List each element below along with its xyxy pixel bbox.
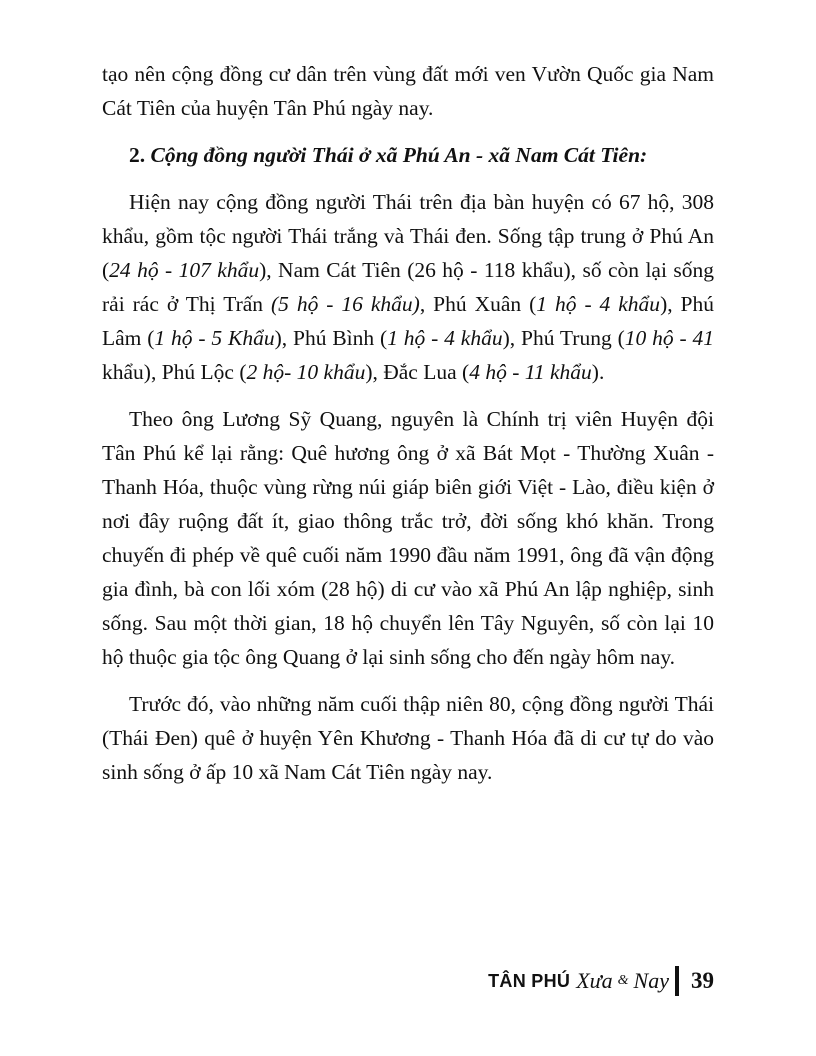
footer-nay: Nay — [633, 968, 669, 993]
text-run: ), Đắc Lua ( — [365, 360, 470, 384]
italic-run: 24 hộ - 107 khẩu — [109, 258, 260, 282]
text-run: ), Nam Cát Tiên (26 hộ - 118 khẩu), số còn lại sống rải rác ở Thị Trấn — [102, 258, 714, 316]
italic-run: 1 hộ - 5 Khẩu — [154, 326, 275, 350]
text-run: Hiện nay cộng đồng người Thái trên địa bàn huyện có 67 hộ, 308 khẩu, gồm tộc người Thái trắng và Thái đen. Sống tập trung ở Phú An ( — [102, 190, 714, 282]
text-run: ), Phú Trung ( — [502, 326, 625, 350]
paragraph-1: tạo nên cộng đồng cư dân trên vùng đất mới ven Vườn Quốc gia Nam Cát Tiên của huyện Tân Phú ngày nay. — [102, 62, 714, 120]
text-run: khẩu), Phú Lộc ( — [102, 360, 247, 384]
text-run: , Phú Xuân ( — [419, 292, 537, 316]
footer-ampersand: & — [617, 973, 629, 988]
paragraph-3: Theo ông Lương Sỹ Quang, nguyên là Chính trị viên Huyện đội Tân Phú kể lại rằng: Quê hương ông ở xã Bát Mọt - Thường Xuân - Thanh Hóa, thuộc vùng rừng núi giáp biên giới Việt - Lào, điều kiện ở nơi đây ruộng đất ít, giao thông trắc trở, đời sống khó khăn. Trong chuyến đi phép về quê cuối năm 1990 đầu năm 1991, ông đã vận động gia đình, bà con lối xóm (28 hộ) di cư vào xã Phú An lập nghiệp, sinh sống. Sau một thời gian, 18 hộ chuyển lên Tây Nguyên, số còn lại 10 hộ thuộc gia tộc ông Quang ở lại sinh sống cho đến ngày hôm nay. — [102, 407, 714, 669]
footer-divider-bar — [675, 966, 679, 996]
section-heading — [102, 138, 714, 172]
section-number: 2. — [129, 143, 146, 167]
text-run: ), Phú Lâm ( — [102, 292, 715, 350]
text-run: ), Phú Bình ( — [274, 326, 388, 350]
text-run: ). — [591, 360, 605, 384]
section-title: Cộng đồng người Thái ở xã Phú An - xã Nam Cát Tiên: — [150, 143, 648, 167]
paragraph-2 — [102, 185, 714, 389]
footer-district: TÂN PHÚ — [488, 970, 571, 991]
italic-run: 1 hộ - 4 khẩu — [387, 326, 503, 350]
italic-run: 4 hộ - 11 khẩu — [469, 360, 592, 384]
paragraph-4: Trước đó, vào những năm cuối thập niên 80, cộng đồng người Thái (Thái Đen) quê ở huyện Yên Khương - Thanh Hóa đã di cư tự do vào sinh sống ở ấp 10 xã Nam Cát Tiên ngày nay. — [102, 692, 714, 784]
body-text — [102, 57, 714, 802]
italic-run: (5 hộ - 16 khẩu) — [270, 292, 420, 316]
italic-run: 1 hộ - 4 khẩu — [536, 292, 661, 316]
footer-xua: Xưa — [576, 968, 613, 993]
italic-run: 2 hộ- 10 khẩu — [246, 360, 366, 384]
running-footer — [448, 961, 714, 1001]
italic-run: 10 hộ - 41 — [624, 326, 714, 350]
page-number: 39 — [691, 968, 714, 993]
